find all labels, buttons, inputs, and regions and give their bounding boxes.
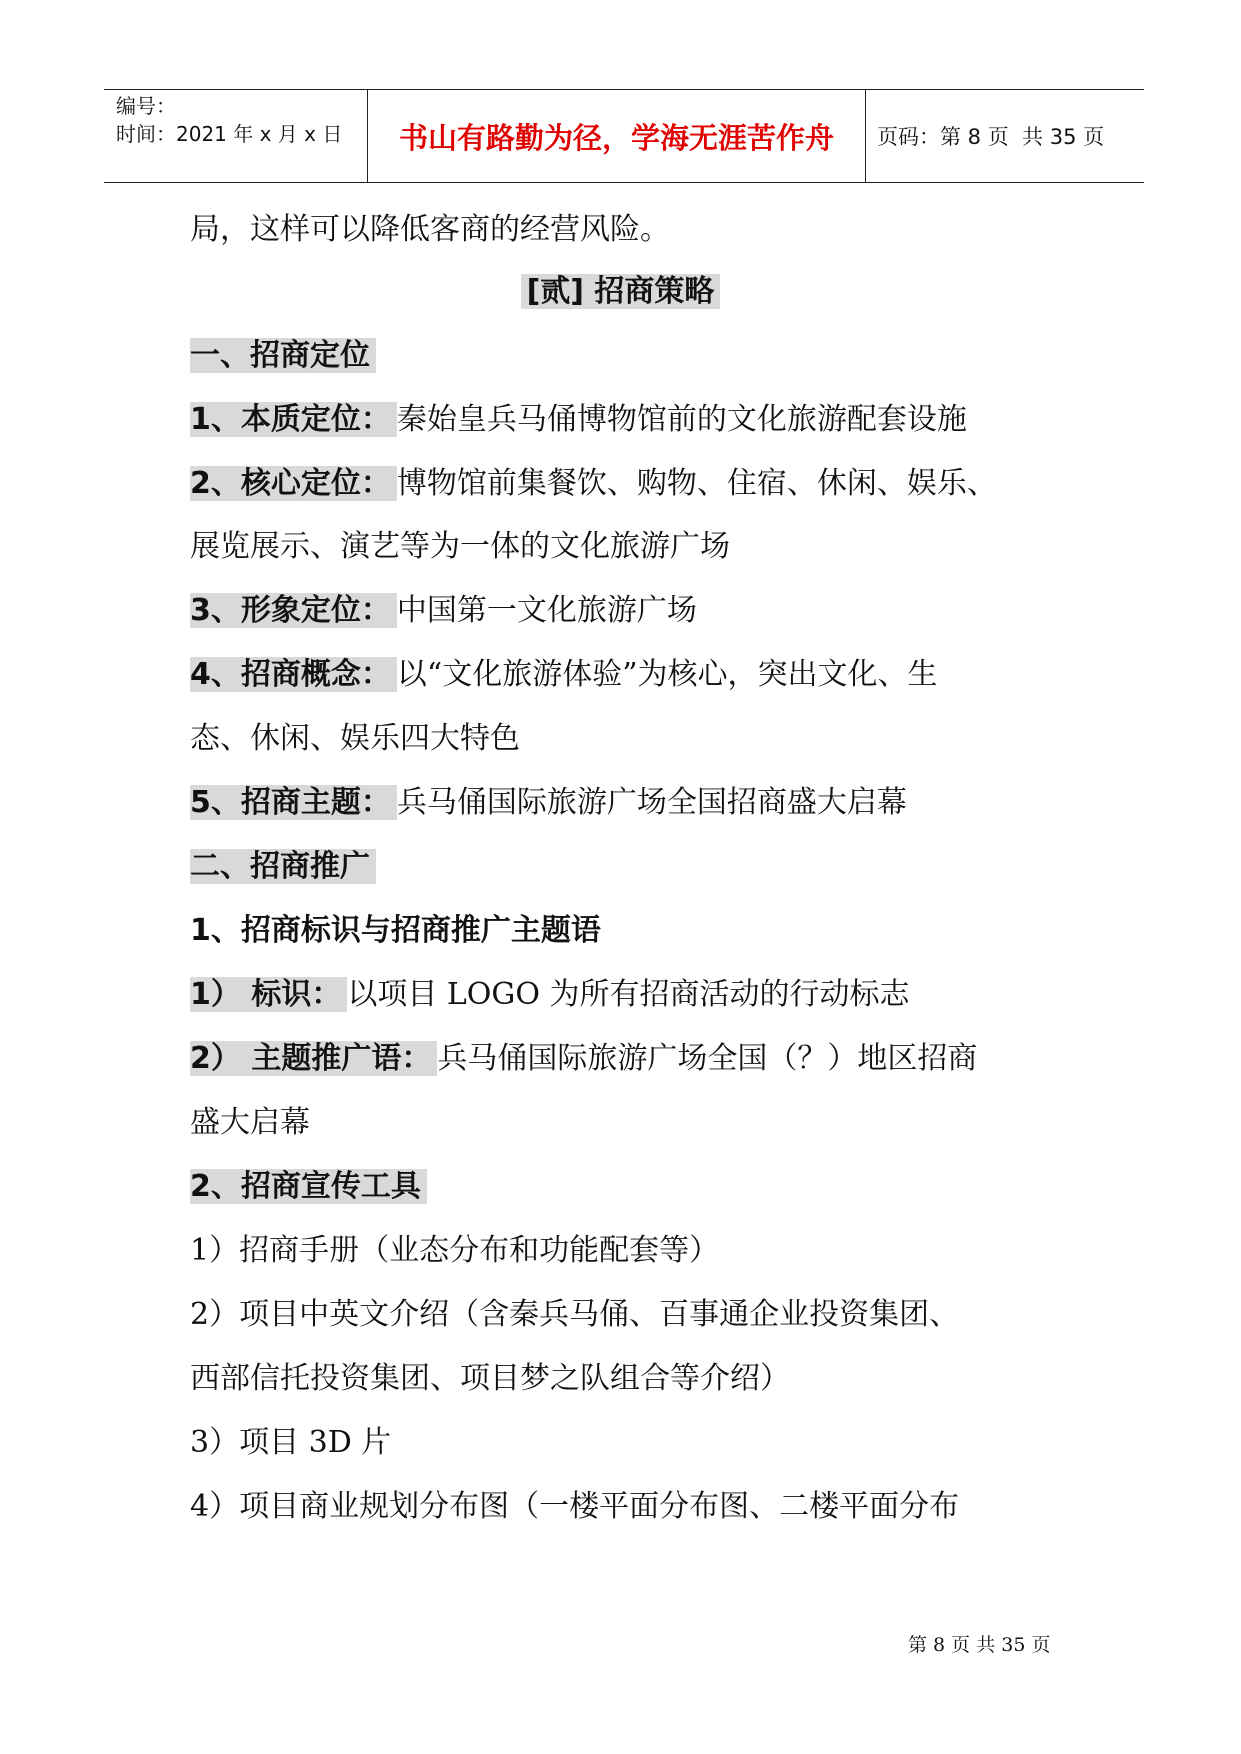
heading-text: 一、招商定位 [190,338,376,373]
subitem-1 [190,975,909,1015]
heading-text: 二、招商推广 [190,849,376,884]
tool-item-2: 2）项目中英文介绍（含秦兵马俑、百事通企业投资集团、 [190,1297,960,1332]
tool-item-3: 3）项目 3D 片 [190,1425,392,1460]
item-text: 兵马俑国际旅游广场全国招商盛大启幕 [396,785,907,820]
header-page [865,90,1144,182]
item-5 [190,783,907,823]
section-title [0,272,1241,312]
date-label: 时间：2021 年 x 月 x 日 [116,122,343,146]
number-label: 编号： [116,94,176,118]
item-label: 2、核心定位： [190,466,397,501]
subitem-2 [190,1039,977,1079]
item-4 [190,655,938,695]
item-label: 4、招商概念： [190,657,397,692]
item-2-continued: 展览展示、演艺等为一体的文化旅游广场 [190,529,730,564]
subheading-2 [190,1167,427,1207]
heading-promotion [190,847,376,887]
subitem-label: 2） 主题推广语： [190,1041,437,1076]
page-footer: 第 8 页 共 35 页 [908,1634,1051,1656]
item-text: 秦始皇兵马俑博物馆前的文化旅游配套设施 [396,402,967,437]
item-label: 5、招商主题： [190,785,397,820]
item-1 [190,400,967,440]
item-2 [190,464,997,504]
page-label: 页码：第 8 页 共 35 页 [877,125,1105,149]
item-text: 博物馆前集餐饮、购物、住宿、休闲、娱乐、 [396,466,997,501]
item-4-continued: 态、休闲、娱乐四大特色 [190,721,520,756]
tool-item-2-continued: 西部信托投资集团、项目梦之队组合等介绍） [190,1361,790,1396]
item-label: 1、本质定位： [190,402,397,437]
subitem-2-continued: 盛大启幕 [190,1105,310,1140]
subitem-text: 以项目 LOGO 为所有招商活动的行动标志 [347,977,910,1012]
item-3 [190,591,697,631]
header-meta [104,90,368,182]
header-motto: 书山有路勤为径，学海无涯苦作舟 [368,90,866,182]
item-label: 3、形象定位： [190,593,397,628]
paragraph-line: 局，这样可以降低客商的经营风险。 [190,212,670,247]
item-text: 以“文化旅游体验”为核心，突出文化、生 [396,657,938,692]
subheading-1: 1、招商标识与招商推广主题语 [190,913,601,948]
page-header [104,89,1144,183]
subitem-label: 1） 标识： [190,977,347,1012]
subitem-text: 兵马俑国际旅游广场全国（？）地区招商 [437,1041,978,1076]
subheading-text: 2、招商宣传工具 [190,1169,427,1204]
section-title-text: [贰] 招商策略 [521,274,721,309]
tool-item-4: 4）项目商业规划分布图（一楼平面分布图、二楼平面分布 [190,1489,960,1524]
heading-positioning [190,336,376,376]
tool-item-1: 1）招商手册（业态分布和功能配套等） [190,1233,720,1268]
item-text: 中国第一文化旅游广场 [396,593,697,628]
